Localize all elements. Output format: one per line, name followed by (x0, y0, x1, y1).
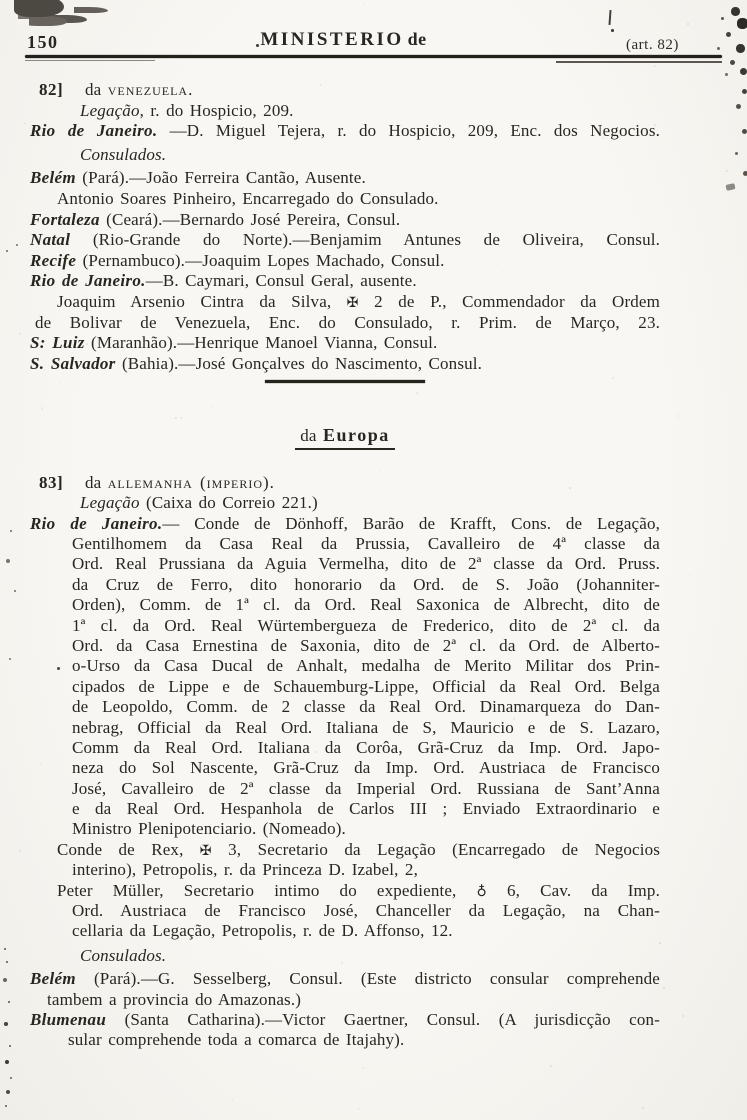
header-rule-echo-left (25, 60, 155, 61)
text-segment: Legação (80, 493, 140, 513)
text-segment: 82] (39, 80, 64, 99)
text-line (30, 860, 660, 880)
text-segment: (Santa Catharina).—Victor Gaertner, Consul. (A jurisdicção con- (106, 1009, 660, 1029)
text-segment: Conde de Rex, (57, 839, 200, 859)
text-segment: da (85, 472, 108, 492)
running-title (0, 29, 687, 51)
text-line (30, 313, 660, 334)
paper-speck (642, 1107, 644, 1109)
text-line (30, 1010, 660, 1030)
paper-speck (19, 850, 21, 852)
text-segment: Ord. da Casa Ernestina de Saxonia, dito de 2ª cl. da Ord. de Alberto- (72, 635, 660, 655)
text-line (30, 145, 660, 166)
text-segment: 1ª cl. da Ord. Real Würtembergueza de Frederico, dito de 2ª cl. da (72, 615, 660, 635)
heading-word: Europa (323, 424, 390, 445)
paper-speck (705, 538, 707, 540)
text-line (30, 595, 660, 615)
text-segment: José, Cavalleiro de 2ª classe da Imperial Ord. Russiana de Sant’Anna (72, 778, 660, 798)
section-heading-text (295, 425, 394, 450)
text-segment: —B. Caymari, Consul Geral, ausente. (145, 271, 417, 291)
text-line (30, 189, 660, 210)
text-segment: Belém (30, 969, 76, 989)
text-segment: Peter Müller, Secretario intimo do expediente, (57, 880, 477, 900)
text-line (30, 493, 660, 513)
margin-specks-bottom-left (4, 948, 6, 950)
text-segment: da Cruz de Ferro, dito honorario da Ord. de S. João (Johanniter- (72, 574, 660, 594)
text-line (30, 251, 660, 272)
text-line (30, 554, 660, 574)
text-segment: (Ceará).—Bernardo José Pereira, Consul. (99, 209, 401, 229)
text-line (30, 101, 660, 122)
stray-ink-stroke (608, 10, 611, 25)
text-segment: —D. Miguel Tejera, r. do Hospicio, 209, Enc. dos Negocios. (157, 121, 660, 141)
text-line (30, 636, 660, 656)
text-line (30, 121, 660, 142)
paper-speck (358, 1108, 360, 1110)
text-line (30, 292, 660, 313)
section-venezuela-article (30, 80, 660, 374)
paper-speck (726, 170, 728, 172)
text-segment: venezuela. (107, 80, 194, 99)
text-line (30, 901, 660, 921)
ink-speckle-top-right (700, 2, 703, 5)
text-line (30, 656, 660, 676)
text-segment: Gentilhomem da Casa Real da Prussia, Cavalleiro de 4ª classe da (72, 533, 660, 553)
text-segment: da (85, 80, 108, 99)
text-line (30, 921, 660, 941)
text-segment: tambem a provincia do Amazonas.) (47, 989, 302, 1009)
paper-speck (550, 1065, 552, 1067)
text-segment: 6, Cav. da Imp. (486, 880, 660, 900)
margin-specks-left (6, 250, 8, 252)
text-line (30, 819, 660, 839)
text-line (30, 271, 660, 292)
text-segment: cipados de Lippe e de Schauemburg-Lippe, Official da Real Ord. Belga (72, 676, 660, 696)
text-line (30, 881, 660, 901)
paper-speck (232, 1099, 233, 1100)
text-block (30, 80, 660, 1051)
text-segment: Blumenau (30, 1009, 107, 1029)
text-line (30, 697, 660, 717)
paper-speck (19, 333, 21, 335)
text-segment: (Pernambuco).—Joaquim Lopes Machado, Consul. (76, 250, 445, 270)
text-segment: Ord. Real Prussiana da Aguia Vermelha, dito de 2ª classe da Ord. Pruss. (72, 554, 660, 574)
paper-speck (654, 65, 656, 67)
ink-blot-top-left (14, 0, 64, 17)
text-segment: Ministro Plenipotenciario. (Nomeado). (72, 819, 346, 839)
paper-speck (1, 688, 2, 689)
paper-speck (234, 5, 235, 6)
text-segment: e da Real Ord. Hespanhola de Carlos III ; Enviado Extraordinario e (72, 799, 660, 819)
text-segment: Consulados. (80, 144, 167, 164)
text-line (30, 354, 660, 375)
text-segment: de Leopoldo, Comm. de 2 classe da Real Ord. Dinamarqueza do Dan- (72, 697, 660, 717)
section-allemanha-article (30, 473, 660, 1051)
europa-heading (30, 425, 660, 451)
text-segment: S: Luiz (30, 333, 85, 353)
order-cross-icon: ✠ (199, 842, 212, 859)
heading-prefix: da (300, 425, 324, 445)
text-segment: allemanha (imperio). (107, 472, 275, 492)
paper-speck (722, 630, 723, 631)
text-segment: cellaria da Legação, Petropolis, r. de D. Affonso, 12. (72, 921, 453, 941)
order-cross-icon: ✠ (346, 294, 359, 311)
text-line (30, 779, 660, 799)
paper-speck (677, 415, 679, 417)
text-segment: Comm da Real Ord. Italiana da Corôa, Grã-Cruz da Imp. Ord. Japo- (72, 737, 660, 757)
text-segment: Legação (80, 100, 140, 120)
text-line (30, 210, 660, 231)
text-segment: Belém (30, 168, 76, 188)
text-segment: Rio de Janeiro. (30, 513, 163, 533)
paper-speck (205, 12, 207, 14)
text-line (30, 718, 660, 738)
text-segment: nebrag, Official da Real Ord. Italiana de S, Mauricio e de S. Lazaro, (72, 717, 660, 737)
paper-speck (705, 214, 707, 216)
text-segment: Natal (30, 230, 71, 250)
text-line (30, 799, 660, 819)
text-line (30, 758, 660, 778)
text-segment: , r. do Hospicio, 209. (139, 100, 294, 120)
text-segment: de Bolivar de Venezuela, Enc. do Consulado, r. Prim. de Março, 23. (35, 312, 660, 332)
paper-speck (689, 574, 691, 576)
text-line (30, 575, 660, 595)
text-segment: 3, Secretario da Legação (Encarregado de Negocios (211, 839, 660, 859)
text-line (30, 473, 660, 493)
text-line (30, 677, 660, 697)
paper-speck (687, 23, 689, 25)
text-segment: 2 de P., Commendador da Ordem (358, 291, 660, 311)
text-segment: Consulados. (80, 945, 167, 965)
text-line (30, 230, 660, 251)
orb-decoration-icon: ♁ (476, 883, 487, 900)
text-segment: neza do Sol Nascente, Grã-Cruz da Imp. Ord. Austriaca de Francisco (72, 758, 660, 778)
text-line (30, 80, 660, 101)
paper-speck (363, 1067, 364, 1068)
text-segment: interino), Petropolis, r. da Princeza D. Izabel, 2, (72, 860, 418, 880)
text-segment: (Caixa do Correio 221.) (139, 493, 318, 513)
running-title-suffix: de (407, 29, 427, 49)
article-reference: (art. 82) (626, 37, 679, 53)
paper-speck (663, 987, 665, 989)
header-rule (25, 55, 722, 58)
text-line (30, 168, 660, 189)
text-line (30, 616, 660, 636)
text-segment: Rio de Janeiro. (30, 271, 146, 291)
paper-speck (686, 322, 687, 323)
text-segment: sular comprehende toda a comarca de Itajahy). (68, 1030, 405, 1050)
text-segment: Recife (30, 250, 77, 270)
article-divider (265, 380, 425, 383)
text-segment: Joaquim Arsenio Cintra da Silva, (57, 291, 347, 311)
text-segment: S. Salvador (30, 353, 116, 373)
text-segment: — Conde de Dönhoff, Barão de Krafft, Cons. de Legação, (162, 513, 660, 533)
text-line (30, 840, 660, 860)
text-segment: (Bahia).—José Gonçalves do Nascimento, Consul. (115, 353, 483, 373)
text-line (30, 738, 660, 758)
text-line (30, 990, 660, 1010)
running-title-main: MINISTERIO (260, 29, 404, 50)
text-line (30, 946, 660, 966)
text-segment: o-Urso da Casa Ducal de Anhalt, medalha de Merito Militar dos Prin- (72, 656, 660, 676)
text-segment: Fortaleza (30, 209, 100, 229)
text-line (30, 1030, 660, 1050)
paper-speck (24, 123, 25, 124)
text-segment: (Maranhão).—Henrique Manoel Vianna, Consul. (84, 333, 438, 353)
paper-speck (364, 3, 365, 4)
text-segment: (Rio-Grande do Norte).—Benjamim Antunes de Oliveira, Consul. (70, 230, 660, 250)
text-segment: Antonio Soares Pinheiro, Encarregado do Consulado. (57, 188, 439, 208)
text-segment: Rio de Janeiro. (30, 121, 158, 141)
text-segment: (Pará).—G. Sesselberg, Consul. (Este districto consular comprehende (75, 969, 660, 989)
paper-speck (310, 68, 311, 69)
paper-speck (682, 1015, 684, 1017)
text-segment: 83] (39, 472, 64, 492)
page-number: 150 (27, 32, 59, 52)
text-segment: Ord. Austriaca de Francisco José, Chanceller da Legação, na Chan- (72, 901, 660, 921)
header-rule-echo-right (556, 61, 722, 63)
text-line (30, 969, 660, 989)
text-line (30, 514, 660, 534)
text-line (30, 333, 660, 354)
text-line (30, 534, 660, 554)
text-segment: Orden), Comm. de 1ª cl. da Ord. Real Saxonica de Albrecht, dito de (72, 595, 660, 615)
stray-ink-mark-right (725, 183, 735, 191)
text-segment: (Pará).—João Ferreira Cantão, Ausente. (75, 168, 366, 188)
